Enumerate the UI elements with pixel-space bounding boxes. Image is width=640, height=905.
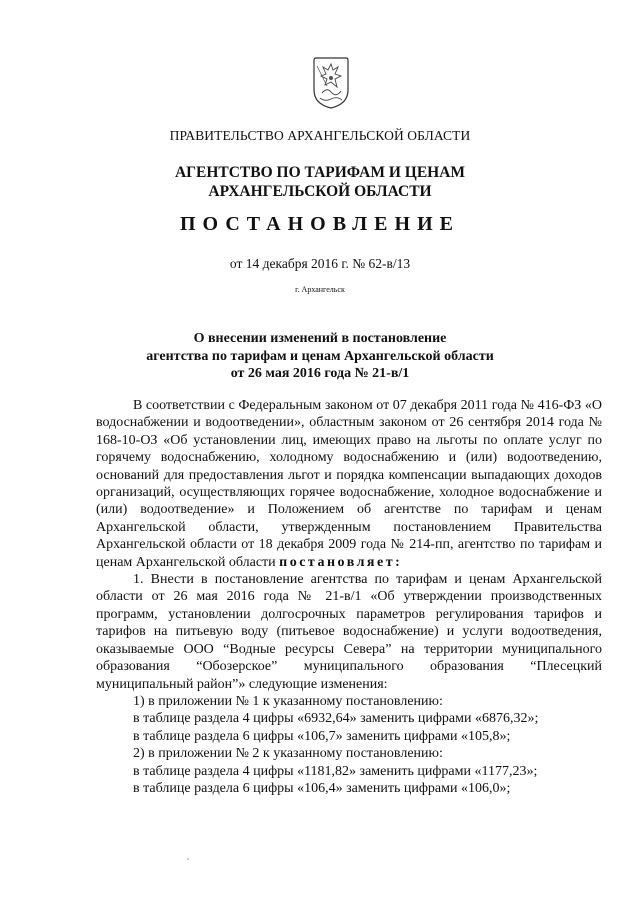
preamble-paragraph (96, 397, 602, 571)
list-item: 1) в приложении № 1 к указанному постановлению: (133, 693, 443, 709)
arkhangelsk-coat-of-arms-icon (311, 54, 351, 110)
preamble-text: В соответствии с Федеральным законом от 07 декабря 2011 года № 416-ФЗ «О водоснабжении и водоотведении», областным законом от 26 сентября 2014 года № 168-10-ОЗ «Об установлении лиц, имеющих право на льготы по оплате услуг по горячему водоснабжению, холодному водоснабжению и (или) водоотведению, оснований для предоставления льгот и порядка компенсации выпадающих доходов организаций, осуществляющих горячее водоснабжение, холодное водоснабжение и (или) водоотведение» и Положением об агентстве по тарифам и ценам Архангельской области, утвержденным постановлением Правительства Архангельской области от 18 декабря 2009 года № 214-пп, агентство по тарифам и ценам Архангельской области (96, 398, 602, 570)
list-item: в таблице раздела 6 цифры «106,4» заменить цифрами «106,0»; (133, 780, 511, 796)
list-item: 2) в приложении № 2 к указанному постановлению: (133, 746, 443, 762)
agency-name-line2: АРХАНГЕЛЬСКОЙ ОБЛАСТИ (208, 183, 432, 200)
government-name: ПРАВИТЕЛЬСТВО АРХАНГЕЛЬСКОЙ ОБЛАСТИ (169, 128, 471, 143)
list-item: в таблице раздела 4 цифры «6932,64» заменить цифрами «6876,32»; (133, 711, 539, 727)
list-item: в таблице раздела 4 цифры «1181,82» заменить цифрами «1177,23»; (133, 763, 538, 779)
scan-speck (187, 858, 189, 860)
document-date-number: от 14 декабря 2016 г. № 62-в/13 (229, 256, 411, 271)
document-city: г. Архангельск (295, 285, 345, 294)
list-item: в таблице раздела 6 цифры «106,7» заменить цифрами «105,8»; (133, 728, 511, 744)
point-1-paragraph: 1. Внести в постановление агентства по тарифам и ценам Архангельской области от 26 мая 2016 года № 21-в/1 «Об утверждении производственных программ, установлении долгосрочных параметров регулирования тарифов и тарифов на питьевую воду (питьевое водоснабжение) и услуги водоотведения, оказываемые ООО “Водные ресурсы Севера” на территории муниципального образования “Обозерское” муниципального образования “Плесецкий муниципальный район”» следующие изменения: (96, 572, 602, 692)
resolves-word: постановляет: (279, 554, 403, 570)
agency-name (0, 163, 640, 201)
document-body (96, 397, 602, 797)
document-type: ПОСТАНОВЛЕНИЕ (180, 213, 460, 235)
document-title (0, 330, 640, 383)
title-line1: О внесении изменений в постановление (193, 331, 447, 346)
title-line2: агентства по тарифам и ценам Архангельской области (146, 348, 494, 364)
title-line3: от 26 мая 2016 года № 21-в/1 (230, 366, 410, 381)
agency-name-line1: АГЕНТСТВО ПО ТАРИФАМ И ЦЕНАМ (174, 164, 466, 181)
